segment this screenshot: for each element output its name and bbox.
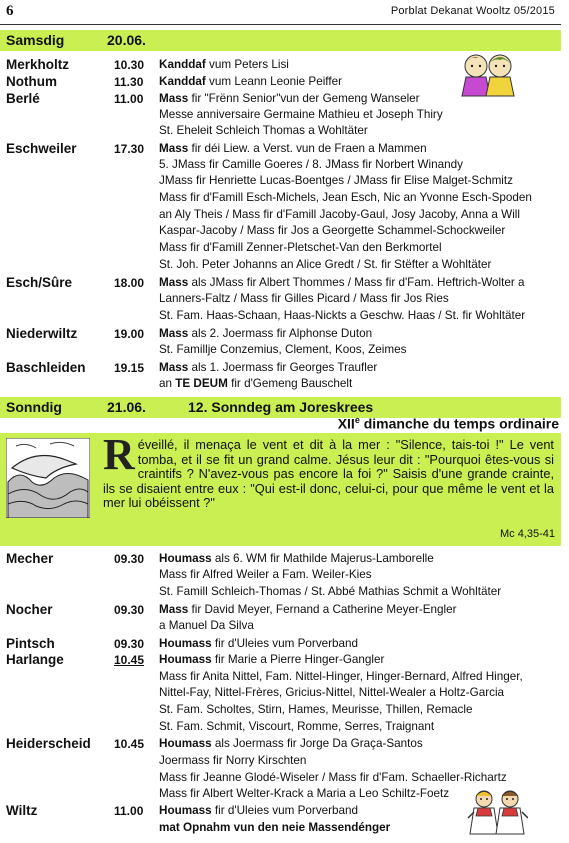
mass-time: 19.15 — [114, 361, 145, 375]
mass-time: 09.30 — [114, 603, 145, 617]
gospel-reference: Mc 4,35-41 — [499, 528, 555, 540]
entry-line: Mass als 1. Joermass fir Georges Traufler — [159, 361, 378, 374]
mass-time: 11.00 — [114, 92, 144, 106]
mass-time: 10.45 — [114, 737, 145, 751]
place-name: Heiderscheid — [6, 736, 91, 751]
mass-time: 10.30 — [114, 58, 145, 72]
entry-line: Houmass als 6. WM fir Mathilde Majerus-Lamborelle — [159, 552, 434, 565]
entry-line: Mass fir Anita Nittel, Fam. Nittel-Hinger, Hinger-Bernard, Alfred Hinger, — [159, 670, 523, 683]
place-name: Harlange — [6, 652, 64, 667]
entry-line: Houmass als Joermass fir Jorge Da Graça-Santos — [159, 737, 423, 750]
place-name: Eschweiler — [6, 141, 77, 156]
place-name: Merkholtz — [6, 57, 70, 72]
entry-line: St. Fam. Scholtes, Stirn, Hames, Meurisse, Thillen, Remacle — [159, 703, 473, 716]
entry-line: 5. JMass fir Camille Goeres / 8. JMass fir Norbert Winandy — [159, 158, 463, 171]
publication-header: Porblat Dekanat Wooltz 05/2015 — [390, 5, 555, 17]
gospel-text: Réveillé, il menaça le vent et dit à la mer : "Silence, tais-toi !" Le vent tomba, et il se fit un grand calme. Jésus leur dit : "Pourquoi êtes-vous si craintifs ? N'avez-vous pas encore la foi ?" Saisis d'une grande crainte, ils se disaient entre eux : "Qui est-il donc, celui-ci, pour que même le vent et la mer lui obéissent ?" — [103, 430, 554, 511]
entry-line: St. Famillje Conzemius, Clement, Koos, Zeimes — [159, 343, 407, 356]
entry-line: Mass fir déi Liew. a Verst. vun de Fraen a Mammen — [159, 142, 427, 155]
entry-line: an Aly Theis / Mass fir d'Famill Jacoby-Gaul, Josy Jacoby, Anna a Will — [159, 208, 520, 221]
header-rule — [0, 24, 561, 25]
place-name: Nothum — [6, 74, 57, 89]
entry-line: Mass fir "Frënn Senior"vun der Gemeng Wanseler — [159, 92, 420, 105]
entry-line: Kanddaf vum Peters Lisi — [159, 58, 289, 71]
place-name: Wiltz — [6, 803, 38, 818]
saturday-day: Samsdig — [6, 32, 65, 48]
place-name: Baschleiden — [6, 360, 86, 375]
entry-line: St. Famill Schleich-Thomas / St. Abbé Mathias Schmit a Wohltäter — [159, 585, 502, 598]
entry-line: Mass als JMass fir Albert Thommes / Mass fir d'Fam. Heftrich-Wolter a — [159, 276, 525, 289]
entry-line: Mass fir Jeanne Glodé-Wiseler / Mass fir d'Fam. Schaeller-Richartz — [159, 771, 507, 784]
children-illustration — [458, 52, 520, 98]
entry-line: Kanddaf vum Leann Leonie Peiffer — [159, 75, 342, 88]
entry-line: Lanners-Faltz / Mass fir Gilles Picard / Mass fir Jos Ries — [159, 292, 449, 305]
entry-line: St. Fam. Schmit, Viscourt, Romme, Serres, Traignant — [159, 720, 435, 733]
place-name: Berlé — [6, 91, 40, 106]
place-name: Niederwiltz — [6, 326, 78, 341]
entry-line: Houmass fir Marie a Pierre Hinger-Gangler — [159, 653, 385, 666]
entry-line: Mass fir d'Famill Zenner-Pletschet-Van den Berkmortel — [159, 241, 442, 254]
entry-line: Messe anniversaire Germaine Mathieu et Joseph Thiry — [159, 108, 443, 121]
entry-line: Kaspar-Jacoby / Mass fir Jos a Georgette Schammel-Schockweiler — [159, 224, 506, 237]
entry-line: JMass fir Henriette Lucas-Boentges / JMass fir Elise Malget-Schmitz — [159, 174, 513, 187]
sunday-day: Sonndig — [6, 399, 62, 415]
sunday-subtitle: XIIe dimanche du temps ordinaire — [337, 415, 559, 432]
entry-line: Mass fir David Meyer, Fernand a Catherine Meyer-Engler — [159, 603, 457, 616]
mass-time: 09.30 — [114, 637, 145, 651]
sunday-date: 21.06. — [107, 399, 146, 415]
entry-line: St. Eheleit Schleich Thomas a Wohltäter — [159, 124, 368, 137]
mass-time: 17.30 — [114, 142, 145, 156]
saturday-band — [0, 30, 561, 51]
mass-time: 11.00 — [114, 804, 144, 818]
mass-time: 18.00 — [114, 276, 145, 290]
saturday-date: 20.06. — [107, 32, 146, 48]
entry-line: a Manuel Da Silva — [159, 619, 254, 632]
place-name: Mecher — [6, 551, 54, 566]
entry-line: St. Joh. Peter Johanns an Alice Gredt / St. fir Stëfter a Wohltäter — [159, 258, 492, 271]
entry-line: Houmass fir d'Uleies vum Porverband — [159, 637, 359, 650]
gospel-dropcap: R — [103, 430, 135, 479]
entry-line: an TE DEUM fir d'Gemeng Bauschelt — [159, 377, 353, 390]
entry-line: Joermass fir Norry Kirschten — [159, 754, 307, 767]
mass-time: 11.30 — [114, 75, 144, 89]
place-name: Nocher — [6, 602, 53, 617]
storm-boat-illustration — [6, 438, 90, 518]
entry-line: Mass fir d'Famill Esch-Michels, Jean Esch, Nic an Yvonne Esch-Spoden — [159, 191, 532, 204]
mass-time: 09.30 — [114, 552, 145, 566]
entry-line: Nittel-Fay, Nittel-Frères, Gricius-Nittel, Nittel-Wealer a Holtz-Garcia — [159, 686, 505, 699]
entry-line: mat Opnahm vun den neie Massendénger — [159, 821, 391, 834]
mass-time: 19.00 — [114, 327, 145, 341]
mass-time: 10.45 — [114, 653, 145, 667]
entry-line: Houmass fir d'Uleies vum Porverband — [159, 804, 359, 817]
entry-line: St. Fam. Haas-Schaan, Haas-Nickts a Geschw. Haas / St. fir Wohltäter — [159, 309, 526, 322]
place-name: Pintsch — [6, 636, 55, 651]
place-name: Esch/Sûre — [6, 275, 73, 290]
page-number: 6 — [6, 3, 14, 19]
entry-line: Mass fir Alfred Weiler a Fam. Weiler-Kies — [159, 568, 372, 581]
entry-line: Mass fir Albert Welter-Krack a Maria a Leo Schiltz-Foetz — [159, 787, 450, 800]
entry-line: Mass als 2. Joermass fir Alphonse Duton — [159, 327, 373, 340]
altar-servers-illustration — [466, 788, 528, 840]
sunday-title: 12. Sonndeg am Joreskrees — [188, 399, 374, 415]
